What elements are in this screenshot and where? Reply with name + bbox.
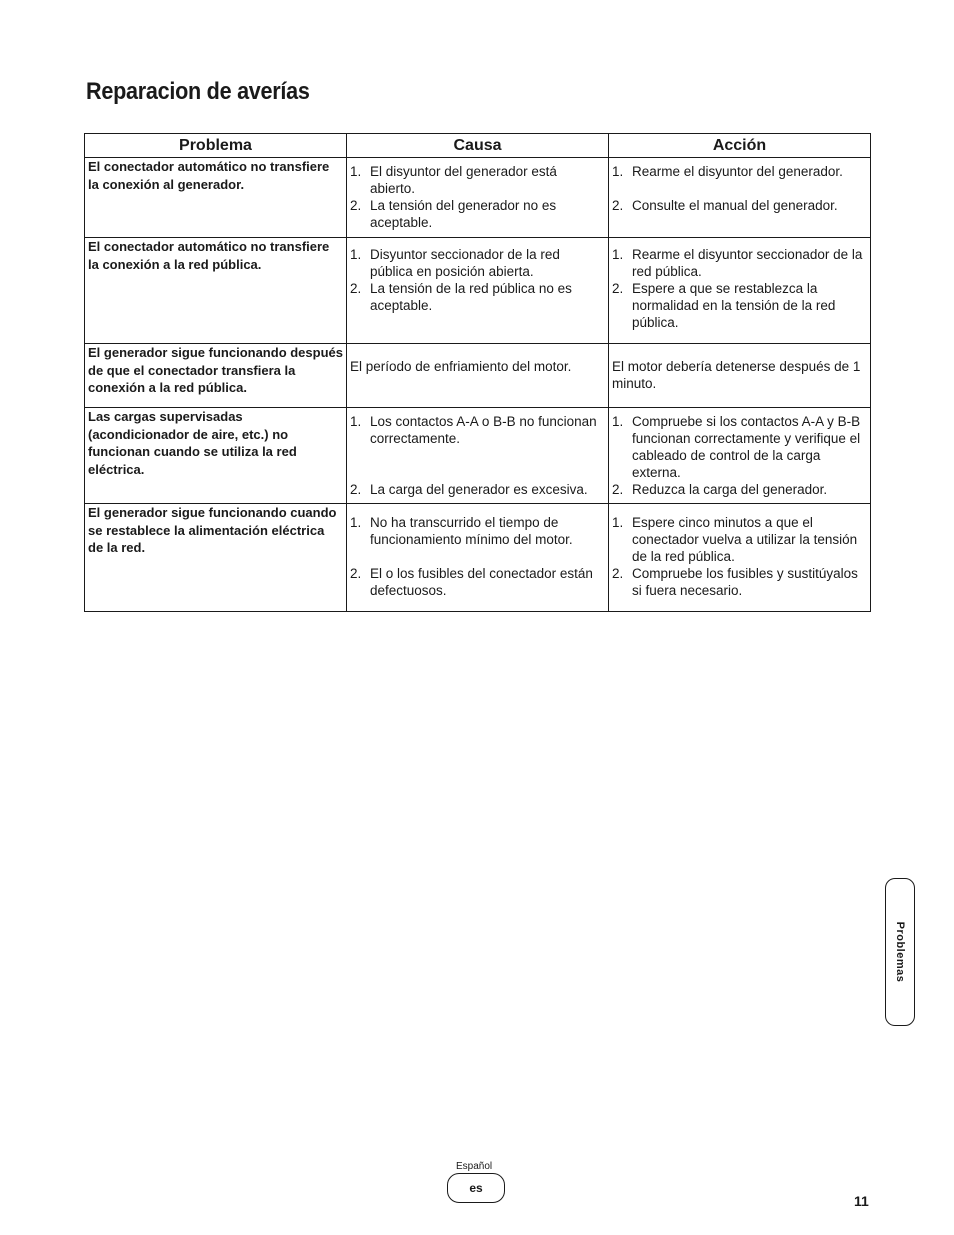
action-item: 1. Espere cinco minutos a que el conectador vuelva a utilizar la tensión de la red pública. (612, 515, 858, 564)
action-item: 1. Rearme el disyuntor seccionador de la red pública. (612, 247, 863, 279)
action-cell (609, 158, 871, 238)
cause-cell: El período de enfriamiento del motor. (347, 344, 609, 408)
action-item: 1. Rearme el disyuntor del generador. (612, 164, 843, 179)
language-code: es (469, 1181, 483, 1195)
language-caption: Español (456, 1161, 493, 1172)
table-row (85, 344, 871, 408)
action-item: 2. Espere a que se restablezca la normalidad en la tensión de la red pública. (612, 281, 836, 330)
cause-cell (347, 504, 609, 612)
action-cell (609, 408, 871, 504)
action-cell (609, 238, 871, 344)
action-item: 2. Reduzca la carga del generador. (612, 482, 828, 497)
page-title: Reparacion de averías (86, 78, 310, 105)
problem-cell: Las cargas supervisadas (acondicionador de aire, etc.) no funcionan cuando se utiliza la red eléctrica. (85, 408, 347, 504)
table-row (85, 504, 871, 612)
table-row (85, 158, 871, 238)
cause-cell (347, 408, 609, 504)
table-header-row (85, 134, 871, 158)
cause-item: 1. Disyuntor seccionador de la red pública en posición abierta. (350, 247, 560, 279)
cause-item: 2. La carga del generador es excesiva. (350, 482, 588, 497)
page-number: 11 (854, 1193, 869, 1209)
section-tab-problemas[interactable] (885, 878, 915, 1026)
cause-cell (347, 238, 609, 344)
action-item: 2. Consulte el manual del generador. (612, 198, 838, 213)
troubleshooting-table (84, 133, 871, 612)
table-row (85, 408, 871, 504)
column-header-problem: Problema (85, 134, 347, 158)
action-item: 2. Compruebe los fusibles y sustitúyalos si fuera necesario. (612, 566, 858, 598)
cause-item: 2. La tensión del generador no es aceptable. (350, 198, 557, 230)
language-badge (447, 1173, 505, 1203)
cause-item: 2. La tensión de la red pública no es aceptable. (350, 281, 572, 313)
section-tab-label: Problemas (894, 921, 906, 983)
cause-item: 1. No ha transcurrido el tiempo de funcionamiento mínimo del motor. (350, 515, 573, 547)
cause-cell (347, 158, 609, 238)
cause-item: 2. El o los fusibles del conectador están defectuosos. (350, 566, 593, 598)
table-row (85, 238, 871, 344)
problem-cell: El generador sigue funcionando cuando se restablece la alimentación eléctrica de la red. (85, 504, 347, 612)
action-cell: El motor debería detenerse después de 1 minuto. (609, 344, 871, 408)
column-header-cause: Causa (347, 134, 609, 158)
problem-cell: El generador sigue funcionando después de que el conectador transfiera la conexión a la red pública. (85, 344, 347, 408)
problem-cell: El conectador automático no transfiere la conexión al generador. (85, 158, 347, 238)
action-cell (609, 504, 871, 612)
cause-item: 1. Los contactos A-A o B-B no funcionan correctamente. (350, 414, 597, 446)
action-item: 1. Compruebe si los contactos A-A y B-B funcionan correctamente y verifique el cableado de control de la carga externa. (612, 414, 861, 480)
cause-item: 1. El disyuntor del generador está abierto. (350, 164, 557, 196)
column-header-action: Acción (609, 134, 871, 158)
problem-cell: El conectador automático no transfiere la conexión a la red pública. (85, 238, 347, 344)
